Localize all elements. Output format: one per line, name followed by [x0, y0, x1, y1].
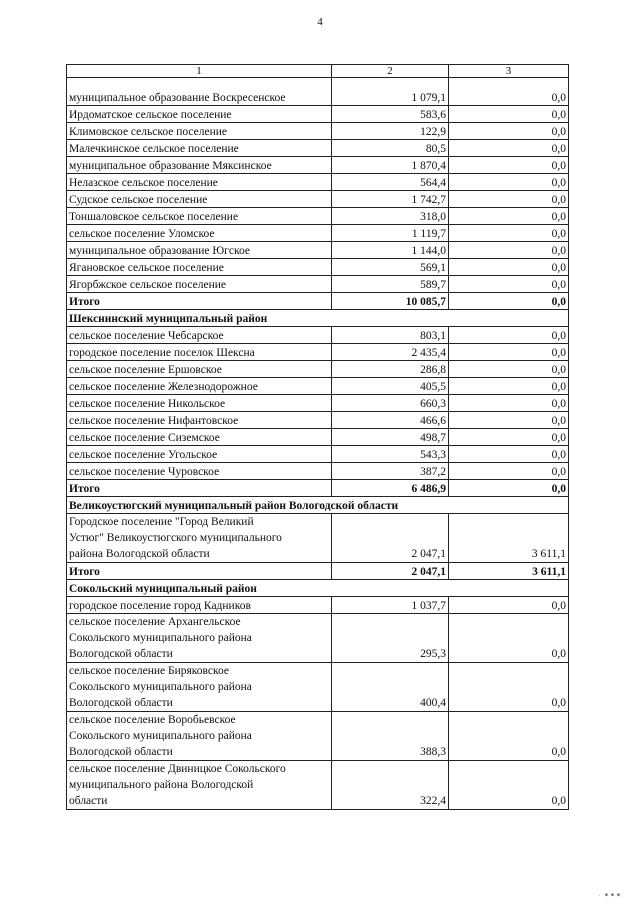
table-row: [67, 327, 569, 344]
row-name-cell: Климовское сельское поселение: [67, 123, 332, 140]
row-name-cell: Тоншаловское сельское поселение: [67, 208, 332, 225]
section-title: Сокольский муниципальный район: [67, 580, 569, 597]
value-cell-col3: 0,0: [449, 208, 569, 225]
table-row: [67, 276, 569, 293]
row-name-line: района Вологодской области: [69, 548, 210, 560]
value-cell-col2: 466,6: [332, 412, 449, 429]
section-title: Шекснинский муниципальный район: [67, 310, 569, 327]
table-row: [67, 140, 569, 157]
row-name-line: муниципального района Вологодской: [69, 779, 254, 791]
row-name-cell: [67, 614, 332, 663]
value-cell-col2: 1 870,4: [332, 157, 449, 174]
value-cell-col2: 1 742,7: [332, 191, 449, 208]
value-cell-col3: 0,0: [449, 157, 569, 174]
table-row: [67, 89, 569, 106]
row-name-cell: [67, 514, 332, 563]
value-cell-col3: 3 611,1: [449, 514, 569, 563]
row-name-cell: [67, 761, 332, 810]
total-row: [67, 480, 569, 497]
value-cell-col2: 2 047,1: [332, 514, 449, 563]
row-name-cell: сельское поселение Ершовское: [67, 361, 332, 378]
table-row: [67, 446, 569, 463]
value-cell-col2: 2 435,4: [332, 344, 449, 361]
page-number: 4: [317, 16, 323, 28]
row-name-cell: сельское поселение Железнодорожное: [67, 378, 332, 395]
row-name-cell: Итого: [67, 563, 332, 580]
row-name-line: Устюг" Великоустюгского муниципального: [69, 532, 282, 544]
row-name-cell: Нелазское сельское поселение: [67, 174, 332, 191]
value-cell-col3: 0,0: [449, 327, 569, 344]
table-row: [67, 514, 569, 563]
column-header-2: 2: [332, 65, 449, 78]
row-name-line: сельское поселение Двиницкое Сокольского: [69, 763, 286, 775]
value-cell-col2: 10 085,7: [332, 293, 449, 310]
table-row: [67, 106, 569, 123]
table-row: [67, 174, 569, 191]
value-cell-col2: 122,9: [332, 123, 449, 140]
value-cell-col3: 0,0: [449, 89, 569, 106]
row-name-line: Городское поселение "Город Великий: [69, 516, 254, 528]
value-cell-col2: 400,4: [332, 663, 449, 712]
value-cell-col3: 0,0: [449, 174, 569, 191]
value-cell-col2: 498,7: [332, 429, 449, 446]
value-cell-col2: 803,1: [332, 327, 449, 344]
value-cell-col3: 0,0: [449, 106, 569, 123]
row-name-cell: Малечкинское сельское поселение: [67, 140, 332, 157]
value-cell-col2: 569,1: [332, 259, 449, 276]
row-name-cell: Итого: [67, 293, 332, 310]
column-number-header-row: [67, 65, 569, 78]
value-cell-col3: 0,0: [449, 597, 569, 614]
column-header-3: 3: [449, 65, 569, 78]
row-name-cell: сельское поселение Уломское: [67, 225, 332, 242]
allocation-table: [66, 64, 569, 810]
row-name-line: сельское поселение Воробьевское: [69, 714, 236, 726]
value-cell-col3: 0,0: [449, 429, 569, 446]
value-cell-col3: 0,0: [449, 242, 569, 259]
row-name-cell: городское поселение поселок Шексна: [67, 344, 332, 361]
table-row: [67, 597, 569, 614]
row-name-cell: сельское поселение Сиземское: [67, 429, 332, 446]
value-cell-col3: 0,0: [449, 259, 569, 276]
value-cell-col2: 405,5: [332, 378, 449, 395]
row-name-cell: муниципальное образование Мяксинское: [67, 157, 332, 174]
value-cell-col3: 0,0: [449, 378, 569, 395]
table-row: [67, 378, 569, 395]
row-name-cell: сельское поселение Никольское: [67, 395, 332, 412]
value-cell-col3: 0,0: [449, 361, 569, 378]
row-name-cell: городское поселение город Кадников: [67, 597, 332, 614]
table-row: [67, 191, 569, 208]
row-name-cell: сельское поселение Чебсарское: [67, 327, 332, 344]
row-name-cell: Судское сельское поселение: [67, 191, 332, 208]
value-cell-col3: 0,0: [449, 446, 569, 463]
row-name-cell: сельское поселение Угольское: [67, 446, 332, 463]
value-cell-col2: 80,5: [332, 140, 449, 157]
value-cell-col3: 0,0: [449, 480, 569, 497]
row-name-cell: Итого: [67, 480, 332, 497]
section-header-row: [67, 580, 569, 597]
value-cell-col2: 286,8: [332, 361, 449, 378]
value-cell-col2: 543,3: [332, 446, 449, 463]
table-row: [67, 395, 569, 412]
value-cell-col3: 0,0: [449, 293, 569, 310]
value-cell-col2: 388,3: [332, 712, 449, 761]
value-cell-col3: 0,0: [449, 140, 569, 157]
total-row: [67, 563, 569, 580]
value-cell-col2: 660,3: [332, 395, 449, 412]
spacer-cell: [67, 78, 332, 90]
value-cell-col2: 1 144,0: [332, 242, 449, 259]
table-row: [67, 712, 569, 761]
value-cell-col3: 0,0: [449, 123, 569, 140]
section-header-row: [67, 497, 569, 514]
table-row: [67, 123, 569, 140]
table-row: [67, 663, 569, 712]
table-row: [67, 242, 569, 259]
section-header-row: [67, 310, 569, 327]
spacer-cell: [449, 78, 569, 90]
value-cell-col2: 1 037,7: [332, 597, 449, 614]
value-cell-col3: 0,0: [449, 412, 569, 429]
value-cell-col2: 387,2: [332, 463, 449, 480]
row-name-line: Вологодской области: [69, 648, 173, 660]
row-name-cell: Ягановское сельское поселение: [67, 259, 332, 276]
row-name-cell: муниципальное образование Воскресенское: [67, 89, 332, 106]
row-name-line: Сокольского муниципального района: [69, 730, 252, 742]
row-name-cell: [67, 663, 332, 712]
value-cell-col3: 0,0: [449, 191, 569, 208]
column-header-1: 1: [67, 65, 332, 78]
value-cell-col3: 0,0: [449, 614, 569, 663]
table-row: [67, 614, 569, 663]
value-cell-col2: 589,7: [332, 276, 449, 293]
row-name-cell: Ягорбжское сельское поселение: [67, 276, 332, 293]
table-row: [67, 412, 569, 429]
table-row: [67, 361, 569, 378]
header-spacer-row: [67, 78, 569, 90]
value-cell-col3: 0,0: [449, 395, 569, 412]
table-row: [67, 429, 569, 446]
table-row: [67, 208, 569, 225]
value-cell-col3: 0,0: [449, 276, 569, 293]
row-name-line: сельское поселение Архангельское: [69, 616, 241, 628]
value-cell-col3: 0,0: [449, 761, 569, 810]
row-name-cell: муниципальное образование Югское: [67, 242, 332, 259]
value-cell-col3: 0,0: [449, 344, 569, 361]
table-row: [67, 344, 569, 361]
row-name-cell: Ирдоматское сельское поселение: [67, 106, 332, 123]
row-name-line: Сокольского муниципального района: [69, 681, 252, 693]
section-title: Великоустюгский муниципальный район Вологодской области: [67, 497, 569, 514]
value-cell-col2: 1 079,1: [332, 89, 449, 106]
value-cell-col3: 0,0: [449, 463, 569, 480]
value-cell-col2: 295,3: [332, 614, 449, 663]
table-row: [67, 761, 569, 810]
value-cell-col2: 583,6: [332, 106, 449, 123]
row-name-cell: сельское поселение Нифантовское: [67, 412, 332, 429]
value-cell-col3: 0,0: [449, 663, 569, 712]
value-cell-col3: 0,0: [449, 712, 569, 761]
total-row: [67, 293, 569, 310]
row-name-line: сельское поселение Биряковское: [69, 665, 229, 677]
row-name-cell: сельское поселение Чуровское: [67, 463, 332, 480]
row-name-line: Вологодской области: [69, 746, 173, 758]
row-name-line: Вологодской области: [69, 697, 173, 709]
value-cell-col2: 2 047,1: [332, 563, 449, 580]
spacer-cell: [332, 78, 449, 90]
value-cell-col2: 318,0: [332, 208, 449, 225]
table-row: [67, 225, 569, 242]
value-cell-col2: 322,4: [332, 761, 449, 810]
value-cell-col3: 3 611,1: [449, 563, 569, 580]
value-cell-col2: 564,4: [332, 174, 449, 191]
value-cell-col2: 6 486,9: [332, 480, 449, 497]
row-name-line: области: [69, 795, 108, 807]
row-name-cell: [67, 712, 332, 761]
table-row: [67, 463, 569, 480]
table-row: [67, 259, 569, 276]
table-body: [67, 65, 569, 810]
footer-mark: · ⁕⁕⁕: [598, 893, 622, 899]
row-name-line: Сокольского муниципального района: [69, 632, 252, 644]
value-cell-col3: 0,0: [449, 225, 569, 242]
value-cell-col2: 1 119,7: [332, 225, 449, 242]
table-row: [67, 157, 569, 174]
